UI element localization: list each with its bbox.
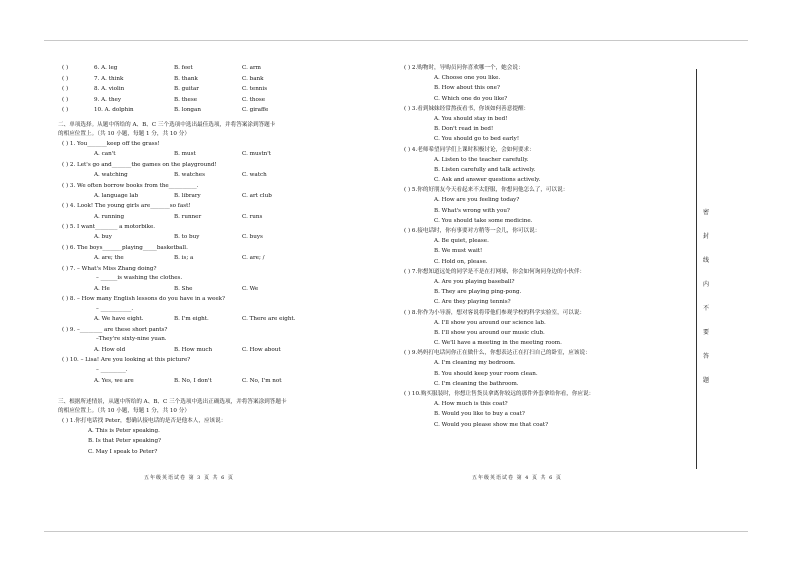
option-row xyxy=(404,206,704,216)
section2-title-line1: 二、单项选择。从题中所给的 A、B、C 三个选项中选出最佳选项，并将答案涂到答题卡 xyxy=(58,121,276,128)
option-text: A. How are you feeling today? xyxy=(434,197,520,204)
question-text: ( ) 10.购买服装时，你想让售货员拿离你较远的那件外套拿给你看，你应说： xyxy=(404,391,595,397)
option-row xyxy=(404,73,704,83)
option-a: A. Yes, we are xyxy=(94,377,134,384)
option-a: A. buy xyxy=(94,234,112,241)
option-row xyxy=(404,114,704,124)
option-c: C. runs xyxy=(242,213,263,220)
option-text: A. This is Peter speaking. xyxy=(88,428,160,435)
option-row xyxy=(404,124,704,134)
option-row xyxy=(404,287,704,297)
options-row xyxy=(58,253,388,263)
option-row xyxy=(404,175,704,185)
option-row xyxy=(404,257,704,267)
section2-title-line2: 的相应位置上。（共 10 小题，每题 1 分，共 10 分） xyxy=(58,130,190,137)
option-a: A. We have eight. xyxy=(94,316,144,323)
right-page xyxy=(404,63,704,430)
option-text: B. What's wrong with you? xyxy=(434,207,510,214)
option-a: 8. A. violin xyxy=(94,86,125,93)
option-c: C. arm xyxy=(242,65,261,71)
option-c: C. those xyxy=(242,96,266,103)
option-text: C. May I speak to Peter? xyxy=(88,448,158,455)
binding-char: 答 xyxy=(702,353,709,360)
question-stem xyxy=(404,104,704,114)
response-text: – ___________. xyxy=(96,305,134,312)
option-text: A. Be quiet, please. xyxy=(434,238,489,245)
question-text: ( ) 8. – How many English lessons do you have in a week? xyxy=(62,296,226,303)
option-a: 10. A. dolphin xyxy=(94,107,134,114)
option-text: B. Listen carefully and talk actively. xyxy=(434,166,536,173)
options-row xyxy=(58,284,388,294)
vocab-section xyxy=(58,63,388,116)
option-row xyxy=(404,409,704,419)
question-text: ( ) 5.你的好朋友今天看起来不太舒服，你想问他怎么了，可以说： xyxy=(404,187,569,194)
footer-right: 五年级英语试卷 第 4 页 共 6 页 xyxy=(472,475,562,481)
options-row xyxy=(58,345,388,355)
option-a: A. can't xyxy=(94,151,116,158)
question-text: ( ) 9.妈妈打电话问你正在做什么，你想表达正在打扫自己的卧室，应该说： xyxy=(404,350,591,357)
question-response xyxy=(58,335,388,345)
option-c: C. buys xyxy=(242,234,263,241)
question-stem xyxy=(404,185,704,195)
option-row xyxy=(404,236,704,246)
option-b: B. I'm eight. xyxy=(174,316,209,323)
option-row xyxy=(404,379,704,389)
option-text: B. Don't read in bed! xyxy=(434,126,494,133)
answer-paren: ( ) xyxy=(62,75,69,82)
question-stem xyxy=(404,226,704,236)
option-text: C. Hold on, please. xyxy=(434,258,488,265)
option-b: B. She xyxy=(174,285,193,292)
option-row xyxy=(404,94,704,104)
question-stem xyxy=(404,348,704,358)
option-b: B. these xyxy=(174,96,198,103)
vocab-row xyxy=(58,105,388,116)
option-c: C. bank xyxy=(242,75,264,82)
question-text: ( ) 6. The boys_______playing_____basketball. xyxy=(62,244,188,251)
question-text: ( ) 3. We often borrow books from the__________. xyxy=(62,182,199,189)
question-stem xyxy=(58,139,388,149)
answer-paren: ( ) xyxy=(62,96,69,103)
binding-char: 线 xyxy=(702,257,709,264)
question-stem xyxy=(404,389,704,399)
option-c: C. mustn't xyxy=(242,151,272,158)
question-text: ( ) 5. I want________ a motorbike. xyxy=(62,224,156,231)
question-text: ( ) 1. You_______keep off the grass! xyxy=(62,140,160,147)
exam-sheet xyxy=(44,40,748,532)
question-text: ( ) 2.购物时，导购员问你喜欢哪一个，她会说： xyxy=(404,65,524,71)
question-stem xyxy=(58,181,388,191)
option-text: A. Are you playing baseball? xyxy=(434,278,515,285)
option-a: A. language lab xyxy=(94,192,139,199)
option-a: A. He xyxy=(94,285,110,292)
options-row xyxy=(58,314,388,324)
option-a: 6. A. leg xyxy=(94,65,118,71)
option-b: B. thank xyxy=(174,75,198,82)
question-stem xyxy=(58,294,388,304)
option-row xyxy=(404,338,704,348)
question-text: ( ) 1.你打电话找 Peter，想确认接电话的是否是他本人，应该说： xyxy=(62,417,227,424)
option-text: C. Would you please show me that coat? xyxy=(434,421,549,428)
options-row xyxy=(58,212,388,222)
question-text: ( ) 3.看到妹妹经常熬夜看书，你该如何善意提醒： xyxy=(404,105,530,112)
left-page xyxy=(58,63,388,457)
question-text: ( ) 9. –________ are these short pants? xyxy=(62,326,168,333)
binding-char: 密 xyxy=(702,209,709,216)
question-text: ( ) 4.老师希望同学们上课时积极讨论，会如何要求： xyxy=(404,146,535,153)
binding-line xyxy=(696,69,697,469)
options-row xyxy=(58,170,388,180)
option-text: C. Are they playing tennis? xyxy=(434,299,511,306)
option-c: C. How about xyxy=(242,347,281,353)
option-text: B. Is that Peter speaking? xyxy=(88,438,162,445)
answer-paren: ( ) xyxy=(62,65,69,71)
option-row xyxy=(58,426,388,436)
option-c: C. giraffe xyxy=(242,107,269,114)
option-row xyxy=(404,297,704,307)
option-text: A. You should stay in bed! xyxy=(434,115,508,122)
option-text: C. We'll have a meeting in the meeting room. xyxy=(434,340,562,347)
option-text: B. You should keep your room clean. xyxy=(434,370,538,377)
section3-title xyxy=(58,398,388,416)
question-response xyxy=(58,305,388,315)
section3-title-line1: 三、根据所述情景，从题中所给的 A、B、C 三个选项中选出正确选项，并将答案涂到答题卡 xyxy=(58,398,287,405)
question-stem xyxy=(58,222,388,232)
option-row xyxy=(58,447,388,457)
vocab-row xyxy=(58,63,388,74)
option-text: B. I'll show you around our music club. xyxy=(434,329,545,336)
option-row xyxy=(404,134,704,144)
section2-title xyxy=(58,121,388,139)
option-c: C. watch xyxy=(242,172,267,179)
option-row xyxy=(404,246,704,256)
option-b: B. No, I don't xyxy=(174,377,212,384)
question-stem xyxy=(404,145,704,155)
option-b: B. longan xyxy=(174,107,201,114)
question-stem xyxy=(404,267,704,277)
options-row xyxy=(58,376,388,386)
option-text: A. I'm cleaning my bedroom. xyxy=(434,360,516,367)
option-b: B. is; a xyxy=(174,255,194,262)
question-stem xyxy=(58,160,388,170)
question-text: ( ) 8.你作为小导游，想对客说将带他们参观学校的科学实验室，可以说： xyxy=(404,309,586,316)
option-c: C. We xyxy=(242,285,259,292)
section2-questions xyxy=(58,139,388,386)
question-stem xyxy=(404,63,704,73)
footer-left: 五年级英语试卷 第 3 页 共 6 页 xyxy=(144,475,234,481)
option-text: C. You should take some medicine. xyxy=(434,217,533,224)
option-c: C. There are eight. xyxy=(242,316,296,323)
question-text: ( ) 7.你想知道远处的同学是不是在打网球，你会如何询问身边的小伙伴： xyxy=(404,268,586,275)
option-row xyxy=(404,216,704,226)
option-b: B. guitar xyxy=(174,86,199,93)
vocab-row xyxy=(58,84,388,95)
option-text: C. Which one do you like? xyxy=(434,95,508,102)
vocab-row xyxy=(58,74,388,85)
option-b: B. runner xyxy=(174,213,202,220)
option-b: B. library xyxy=(174,192,201,199)
option-b: B. watches xyxy=(174,172,205,179)
option-row xyxy=(404,369,704,379)
option-row xyxy=(404,399,704,409)
option-a: A. watching xyxy=(94,172,128,179)
option-text: B. They are playing ping-pong. xyxy=(434,289,522,296)
option-row xyxy=(404,83,704,93)
question-text: ( ) 2. Let's go and_______the games on the playground! xyxy=(62,161,217,168)
response-text: – _________. xyxy=(96,366,128,373)
option-a: A. are; the xyxy=(94,255,124,262)
binding-char: 内 xyxy=(702,281,709,288)
option-b: B. must xyxy=(174,151,196,158)
option-text: C. You should go to bed early! xyxy=(434,136,520,143)
option-row xyxy=(404,165,704,175)
section3-title-line2: 的相应位置上。（共 10 小题，每题 1 分，共 10 分） xyxy=(58,407,190,414)
question-stem xyxy=(404,308,704,318)
option-text: A. I'll show you around our science lab. xyxy=(434,319,546,326)
question-stem xyxy=(58,325,388,335)
question-response xyxy=(58,366,388,376)
option-text: B. We must wait! xyxy=(434,248,483,255)
option-row xyxy=(404,195,704,205)
options-row xyxy=(58,149,388,159)
answer-paren: ( ) xyxy=(62,107,69,114)
section3-left-questions xyxy=(58,416,388,457)
question-stem xyxy=(58,243,388,253)
option-c: C. art club xyxy=(242,192,272,199)
question-stem xyxy=(58,201,388,211)
option-a: A. How old xyxy=(94,347,126,353)
option-b: B. to buy xyxy=(174,234,200,241)
question-text: ( ) 10. – Lisa! Are you looking at this picture? xyxy=(62,357,191,364)
option-text: C. Ask and answer questions actively. xyxy=(434,177,541,184)
question-stem xyxy=(58,355,388,365)
option-text: A. How much is this coat? xyxy=(434,401,508,408)
question-stem xyxy=(58,416,388,426)
option-row xyxy=(404,277,704,287)
option-a: 9. A. they xyxy=(94,96,122,103)
question-response xyxy=(58,274,388,284)
option-b: B. feet xyxy=(174,65,193,71)
question-text: ( ) 6.接电话时，你有事要对方稍等一会儿，你可以说： xyxy=(404,228,541,234)
option-c: C. No, I'm not xyxy=(242,377,282,384)
option-row xyxy=(404,358,704,368)
option-row xyxy=(404,420,704,430)
answer-paren: ( ) xyxy=(62,86,69,93)
binding-char: 题 xyxy=(702,377,709,384)
question-text: ( ) 7. – What's Miss Zhang doing? xyxy=(62,265,157,272)
option-text: C. I'm cleaning the bathroom. xyxy=(434,380,519,387)
vocab-row xyxy=(58,95,388,106)
option-b: B. How much xyxy=(174,347,213,353)
response-text: – ______is washing the clothes. xyxy=(96,275,183,282)
binding-char: 封 xyxy=(702,233,709,240)
option-text: A. Listen to the teacher carefully. xyxy=(434,156,529,163)
option-c: C. tennis xyxy=(242,86,268,93)
binding-char: 不 xyxy=(702,305,709,312)
binding-notice xyxy=(701,201,711,393)
option-text: B. How about this one? xyxy=(434,85,500,92)
option-c: C. are; / xyxy=(242,255,265,262)
binding-char: 要 xyxy=(702,329,709,336)
section3-right-questions xyxy=(404,63,704,430)
option-text: A. Choose one you like. xyxy=(434,75,501,82)
option-text: B. Would you like to buy a coat? xyxy=(434,411,525,418)
options-row xyxy=(58,232,388,242)
option-a: A. running xyxy=(94,213,125,220)
option-row xyxy=(404,318,704,328)
option-a: 7. A. think xyxy=(94,75,124,82)
question-text: ( ) 4. Look! The young girls are_______so fast! xyxy=(62,203,191,210)
response-text: –They're sixty-nine yuan. xyxy=(96,336,167,343)
option-row xyxy=(58,436,388,446)
option-row xyxy=(404,155,704,165)
question-stem xyxy=(58,264,388,274)
options-row xyxy=(58,191,388,201)
option-row xyxy=(404,328,704,338)
